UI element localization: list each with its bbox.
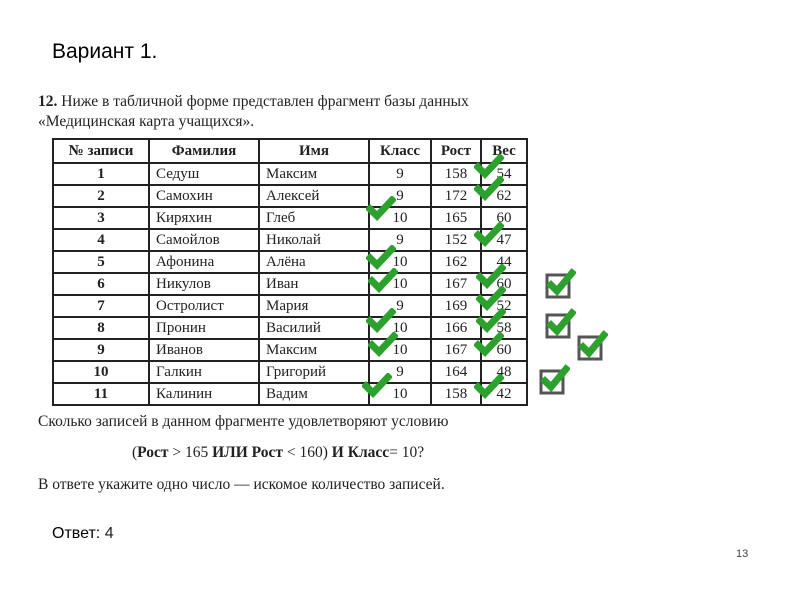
cell-name: Максим	[259, 163, 369, 185]
cell-height: 162	[431, 251, 481, 273]
cell-name: Вадим	[259, 383, 369, 405]
slide-title: Вариант 1.	[52, 40, 158, 63]
cell-height: 152	[431, 229, 481, 251]
task-number: 12.	[38, 93, 58, 110]
database-table	[52, 138, 528, 406]
table-row	[53, 383, 527, 405]
cell-class: 10	[369, 317, 431, 339]
answer-label: Ответ:	[52, 525, 101, 542]
question-text: Сколько записей в данном фрагменте удовлетворяют условию	[38, 413, 449, 430]
cell-weight: 58	[481, 317, 527, 339]
cell-record-number: 3	[53, 207, 149, 229]
cell-weight: 47	[481, 229, 527, 251]
table-header-row	[53, 139, 527, 163]
cell-class: 10	[369, 383, 431, 405]
cell-surname: Остролист	[149, 295, 259, 317]
header-surname: Фамилия	[149, 139, 259, 163]
cell-surname: Иванов	[149, 339, 259, 361]
check-icon	[362, 373, 392, 399]
cell-height: 167	[431, 339, 481, 361]
cell-surname: Никулов	[149, 273, 259, 295]
cell-name: Мария	[259, 295, 369, 317]
cell-record-number: 9	[53, 339, 149, 361]
check-icon	[474, 374, 504, 400]
cond-class: Класс	[347, 444, 390, 461]
cell-class: 10	[369, 273, 431, 295]
table-row	[53, 273, 527, 295]
cell-surname: Седуш	[149, 163, 259, 185]
table-row	[53, 295, 527, 317]
table-row	[53, 229, 527, 251]
table-row	[53, 339, 527, 361]
cell-record-number: 7	[53, 295, 149, 317]
cell-height: 165	[431, 207, 481, 229]
table-row	[53, 207, 527, 229]
cell-record-number: 6	[53, 273, 149, 295]
table-row	[53, 185, 527, 207]
table-row	[53, 317, 527, 339]
cell-height: 166	[431, 317, 481, 339]
cell-class: 9	[369, 185, 431, 207]
cell-name: Алексей	[259, 185, 369, 207]
header-record-number: № записи	[53, 139, 149, 163]
cell-height: 158	[431, 383, 481, 405]
page-number: 13	[736, 548, 749, 560]
header-class: Класс	[369, 139, 431, 163]
cell-class: 9	[369, 295, 431, 317]
check-icon	[474, 332, 504, 358]
cell-class: 9	[369, 229, 431, 251]
cell-weight: 60	[481, 273, 527, 295]
cell-record-number: 8	[53, 317, 149, 339]
cell-name: Николай	[259, 229, 369, 251]
table-row	[53, 163, 527, 185]
cell-name: Иван	[259, 273, 369, 295]
cell-record-number: 10	[53, 361, 149, 383]
cell-height: 167	[431, 273, 481, 295]
cell-surname: Афонина	[149, 251, 259, 273]
cell-surname: Галкин	[149, 361, 259, 383]
cell-name: Максим	[259, 339, 369, 361]
checked-box-icon	[542, 308, 576, 342]
answer	[52, 525, 114, 543]
cell-weight: 54	[481, 163, 527, 185]
table-row	[53, 361, 527, 383]
cell-class: 9	[369, 163, 431, 185]
cell-record-number: 2	[53, 185, 149, 207]
cell-class: 9	[369, 361, 431, 383]
cell-weight: 52	[481, 295, 527, 317]
answer-value: 4	[104, 525, 114, 542]
header-height: Рост	[431, 139, 481, 163]
check-icon	[366, 308, 396, 334]
cell-name: Григорий	[259, 361, 369, 383]
cell-surname: Самохин	[149, 185, 259, 207]
task-line-2: «Медицинская карта учащихся».	[38, 113, 255, 130]
cell-height: 158	[431, 163, 481, 185]
cell-height: 169	[431, 295, 481, 317]
cell-record-number: 4	[53, 229, 149, 251]
check-icon	[474, 176, 504, 202]
cell-name: Глеб	[259, 207, 369, 229]
cell-weight: 44	[481, 251, 527, 273]
check-icon	[476, 308, 506, 334]
cond-height-1: Рост	[137, 444, 169, 461]
check-icon	[474, 222, 504, 248]
check-icon	[368, 268, 398, 294]
cell-class: 10	[369, 207, 431, 229]
cond-eq: = 10?	[389, 444, 425, 461]
cond-or: ИЛИ	[212, 444, 248, 461]
cell-weight: 62	[481, 185, 527, 207]
cell-record-number: 1	[53, 163, 149, 185]
cell-name: Василий	[259, 317, 369, 339]
cell-name: Алёна	[259, 251, 369, 273]
cell-class: 10	[369, 251, 431, 273]
cell-record-number: 5	[53, 251, 149, 273]
header-weight: Вес	[481, 139, 527, 163]
task-text	[38, 92, 469, 132]
checked-box-icon	[574, 330, 608, 364]
checked-box-icon	[542, 268, 576, 302]
cond-height-2: Рост	[251, 444, 283, 461]
cond-gt: > 165	[172, 444, 209, 461]
cell-surname: Калинин	[149, 383, 259, 405]
instruction-text: В ответе укажите одно число — искомое количество записей.	[38, 476, 445, 493]
header-name: Имя	[259, 139, 369, 163]
table-row	[53, 251, 527, 273]
cell-height: 164	[431, 361, 481, 383]
cond-lt: < 160)	[286, 444, 328, 461]
check-icon	[366, 196, 396, 222]
cell-class: 10	[369, 339, 431, 361]
check-icon	[368, 332, 398, 358]
cell-record-number: 11	[53, 383, 149, 405]
cell-weight: 48	[481, 361, 527, 383]
task-line-1: Ниже в табличной форме представлен фрагмент базы данных	[61, 93, 469, 110]
checked-box-icon	[536, 364, 570, 398]
cell-weight: 60	[481, 207, 527, 229]
cell-surname: Самойлов	[149, 229, 259, 251]
cell-weight: 60	[481, 339, 527, 361]
cond-open: (	[132, 444, 138, 461]
cell-surname: Киряхин	[149, 207, 259, 229]
cell-height: 172	[431, 185, 481, 207]
cell-weight: 42	[481, 383, 527, 405]
cond-and: И	[331, 444, 344, 461]
cell-surname: Пронин	[149, 317, 259, 339]
condition	[132, 444, 424, 462]
